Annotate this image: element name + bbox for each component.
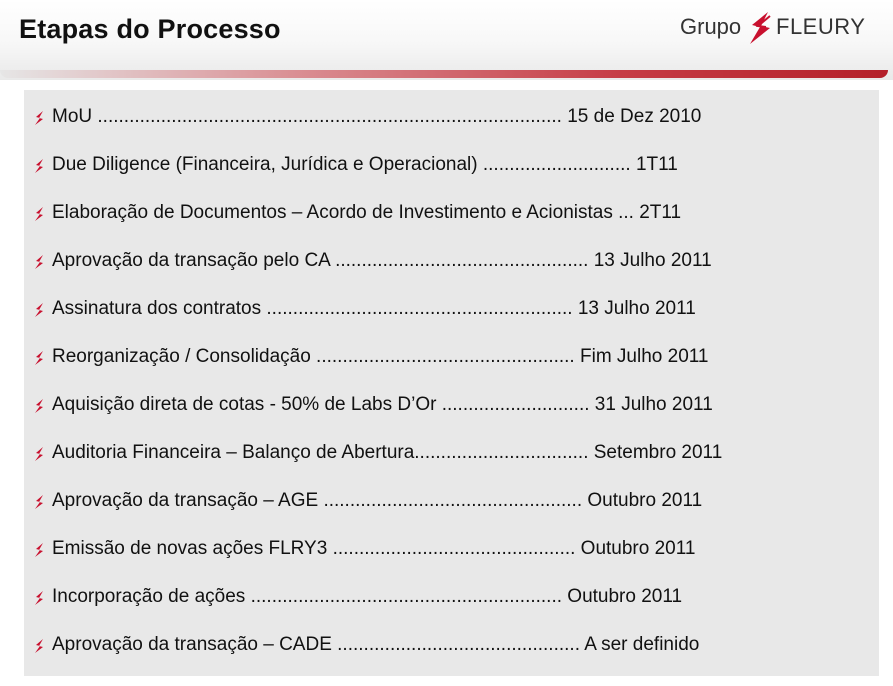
list-item-text: Auditoria Financeira – Balanço de Abertura................................. Setembro 2011 <box>52 442 723 463</box>
red-chevron-bullet-icon <box>33 494 45 510</box>
list-item-text: Aquisição direta de cotas - 50% de Labs D’Or ............................ 31 Julho 2011 <box>52 394 713 415</box>
red-chevron-bullet-icon <box>33 110 45 126</box>
list-item-text: Incorporação de ações ........................................................... Outubro 2011 <box>52 586 683 607</box>
header-underline <box>0 70 888 78</box>
list-item-text: Aprovação da transação – CADE .............................................. A ser definido <box>52 634 700 655</box>
red-chevron-bullet-icon <box>33 302 45 318</box>
red-chevron-bullet-icon <box>33 542 45 558</box>
red-chevron-bullet-icon <box>33 398 45 414</box>
list-item-text: Emissão de novas ações FLRY3 .............................................. Outubro 2011 <box>52 538 696 559</box>
red-chevron-bullet-icon <box>33 446 45 462</box>
red-chevron-bullet-icon <box>33 254 45 270</box>
fleury-mark-icon <box>746 10 776 46</box>
list-item-text: MoU ........................................................................................ 15 de Dez 2010 <box>52 106 702 127</box>
page-title: Etapas do Processo <box>19 14 281 44</box>
list-item-text: Reorganização / Consolidação ................................................. Fim Julho 2011 <box>52 346 709 367</box>
process-steps-panel <box>24 90 879 676</box>
logo-fleury-text: FLEURY <box>776 14 866 39</box>
red-chevron-bullet-icon <box>33 638 45 654</box>
red-chevron-bullet-icon <box>33 158 45 174</box>
red-chevron-bullet-icon <box>33 206 45 222</box>
red-chevron-bullet-icon <box>33 590 45 606</box>
logo-grupo-text: Grupo <box>680 14 742 39</box>
list-item-text: Assinatura dos contratos .......................................................... 13 Julho 2011 <box>52 298 696 319</box>
list-item-text: Aprovação da transação pelo CA ................................................ 13 Julho 2011 <box>52 250 712 271</box>
list-item-text: Due Diligence (Financeira, Jurídica e Operacional) ............................ 1T11 <box>52 154 678 175</box>
red-chevron-bullet-icon <box>33 350 45 366</box>
slide-header <box>0 0 893 80</box>
list-item-text: Aprovação da transação – AGE ................................................. Outubro 2011 <box>52 490 703 511</box>
list-item-text: Elaboração de Documentos – Acordo de Investimento e Acionistas ... 2T11 <box>52 202 682 223</box>
